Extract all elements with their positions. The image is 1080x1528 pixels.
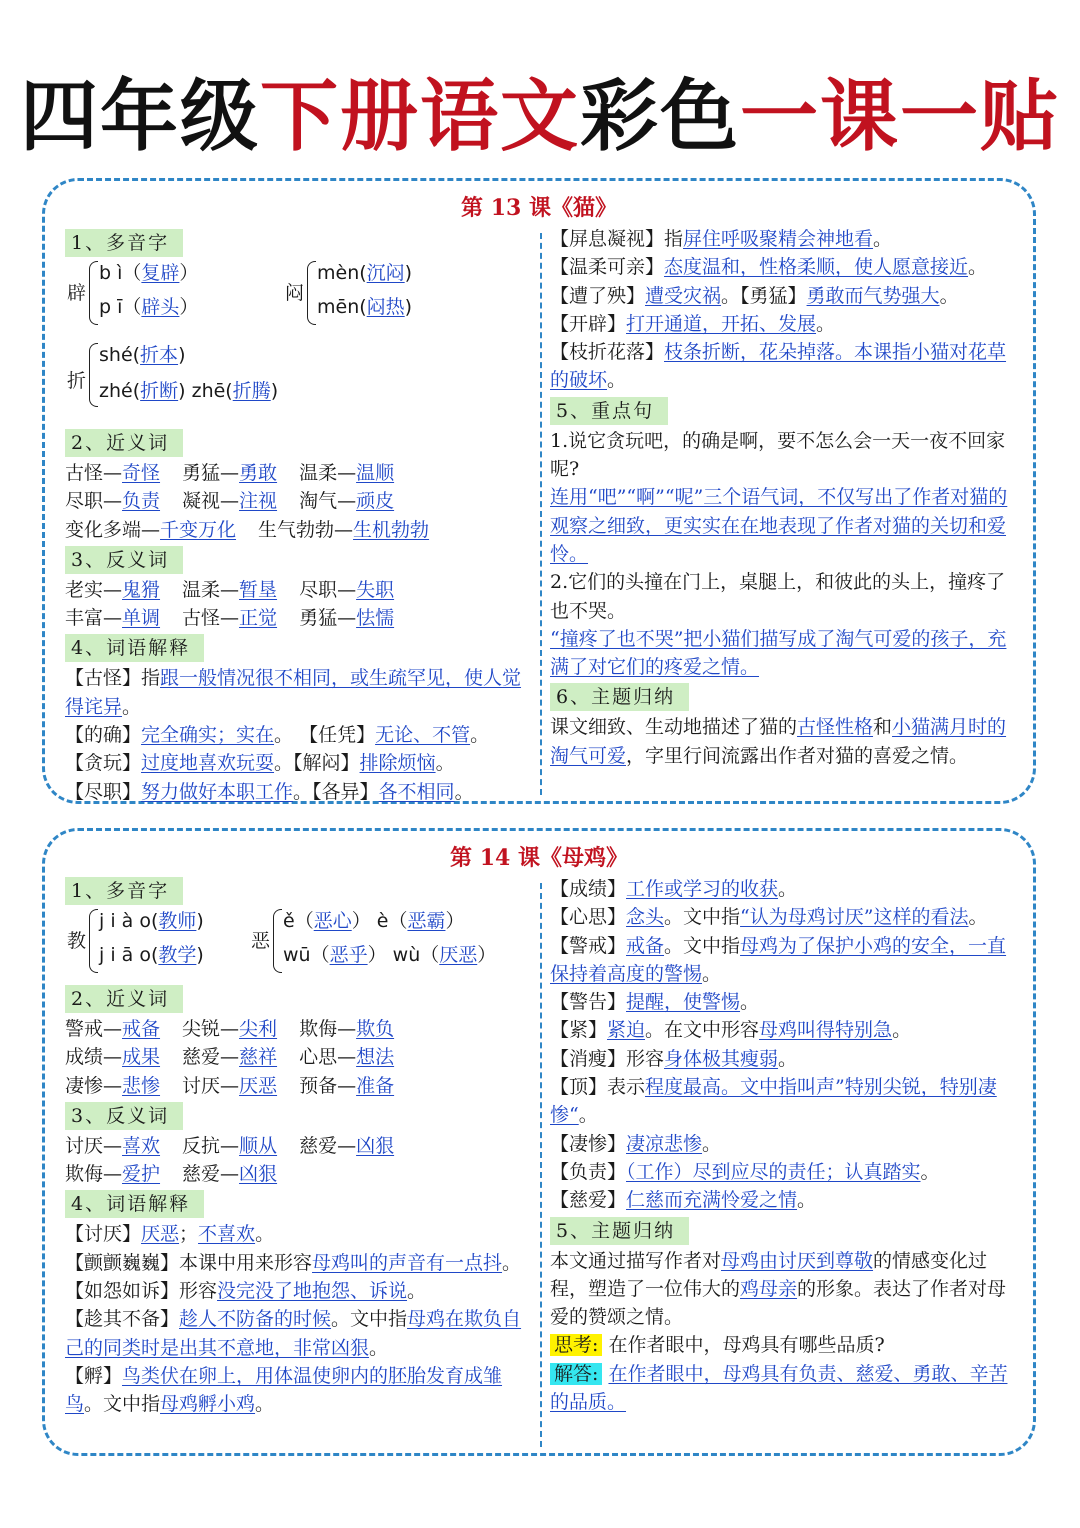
word-explanation: 【消瘦】形容身体极其瘦弱。 [550, 1047, 798, 1070]
brace [307, 261, 316, 325]
polyphone-group [65, 259, 535, 331]
synonym-row: 成绩—成果 慈爱—慈祥 心思—想法 [65, 1046, 395, 1069]
key-sentence-analysis: 连用“吧”“啊”“呢”三个语气词，不仅写出了作者对猫的观察之细致，更实实在在地表现了作者对猫的关切和爱怜。 [550, 486, 1008, 565]
theme-summary: 课文细致、生动地描述了猫的古怪性格和小猫满月时的淘气可爱，字里行间流露出作者对猫的喜爱之情。 [550, 716, 1007, 767]
reading-row: mēn(闷热) [317, 296, 413, 318]
antonym-row: 讨厌—喜欢 反抗—顺从 慈爱—凶狠 [65, 1134, 395, 1157]
reading-row: zhé(折断) zhē(折腾) [99, 380, 279, 402]
synonym-row: 古怪—奇怪 勇猛—勇敢 温柔—温顺 [65, 462, 395, 484]
word-explanation: 【成绩】工作或学习的收获。 [550, 878, 798, 900]
section-heading: 4、词语解释 [65, 1190, 204, 1218]
word-explanation: 【心思】念头。文中指“认为母鸡讨厌”这样的看法。 [550, 906, 988, 929]
synonym-row: 警戒—戒备 尖锐—尖利 欺侮—欺负 [65, 1018, 395, 1040]
synonym-row: 凄惨—悲惨 讨厌—厌恶 预备—准备 [65, 1074, 395, 1097]
lesson-13-right-column [550, 225, 1020, 770]
lesson-14-left-column [65, 875, 535, 1419]
word-explanation: 【讨厌】厌恶；不喜欢。 [65, 1223, 275, 1246]
polyphone-char: 闷 [285, 282, 305, 304]
brace [89, 343, 98, 407]
column-divider [540, 233, 542, 795]
word-explanation: 【紧】紧迫。在文中形容母鸡叫得特别急。 [550, 1019, 912, 1042]
section-heading: 4、词语解释 [65, 634, 204, 662]
section-heading: 3、反义词 [65, 546, 183, 574]
column-divider [540, 883, 542, 1447]
reading-row: wū（恶乎） wù（厌恶） [283, 944, 497, 966]
theme-summary: 本文通过描写作者对母鸡由讨厌到尊敬的情感变化过程，塑造了一位伟大的鸡母亲的形象。表达了作者对母爱的赞颂之情。 [550, 1249, 1007, 1329]
polyphone-char: 辟 [67, 282, 87, 304]
lesson-14-right-column [550, 875, 1020, 1416]
word-explanation: 【凄惨】凄凉悲惨。 [550, 1132, 722, 1155]
word-explanation: 【警戒】戒备。文中指母鸡为了保护小鸡的安全，一直保持着高度的警惕。 [550, 934, 1007, 985]
section-heading: 6、主题归纳 [550, 683, 689, 711]
synonym-row: 尽职—负责 凝视—注视 淘气—顽皮 [65, 490, 395, 513]
word-explanation: 【的确】完全确实；实在。 【任凭】无论、不管。 [65, 724, 490, 747]
section-heading: 1、多音字 [65, 877, 183, 905]
reading-row: j i à o(教师) [99, 910, 204, 932]
antonym-row: 欺侮—爱护 慈爱—凶狠 [65, 1163, 278, 1186]
word-explanation: 【屏息凝视】指屏住呼吸聚精会神地看。 [550, 228, 893, 250]
reading-row: mèn(沉闷) [317, 262, 413, 284]
title-part-4: 一课一贴 [740, 72, 1061, 162]
word-explanation: 【如怨如诉】形容没完没了地抱怨、诉说。 [65, 1280, 427, 1303]
word-explanation: 【负责】（工作）尽到应尽的责任；认真踏实。 [550, 1160, 940, 1183]
think-question: 思考: 在作者眼中，母鸡具有哪些品质? [550, 1331, 1020, 1359]
reading-row: b ì（复辟） [99, 262, 199, 284]
word-explanation: 【枝折花落】枝条折断，花朵掉落。本课指小猫对花草的破坏。 [550, 341, 1007, 392]
reading-row: ě（恶心） è（恶霸） [283, 910, 465, 932]
word-explanation: 【孵】鸟类伏在卵上，用体温使卵内的胚胎发育成雏鸟。文中指母鸡孵小鸡。 [65, 1364, 503, 1416]
antonym-row: 老实—鬼猾 温柔—暂垦 尽职—失职 [65, 578, 395, 601]
word-explanation: 【顶】表示程度最高。文中指叫声”特别尖锐，特别凄惨“。 [550, 1076, 997, 1127]
synonym-row: 变化多端—千变万化 生气勃勃—生机勃勃 [65, 518, 430, 541]
word-explanation: 【温柔可亲】态度温和，性格柔顺，使人愿意接近。 [550, 256, 988, 279]
key-sentence: 2.它们的头撞在门上，桌腿上，和彼此的头上，撞疼了也不哭。 [550, 571, 1006, 622]
brace [89, 909, 98, 973]
answer: 解答: 在作者眼中，母鸡具有负责、慈爱、勇敢、辛苦的品质。 [550, 1362, 1008, 1414]
word-explanation: 【开辟】打开通道，开拓、发展。 [550, 312, 836, 335]
lesson-13-left-column [65, 227, 535, 806]
brace [89, 261, 98, 325]
reading-row: shé(折本) [99, 344, 186, 366]
word-explanation: 【贪玩】过度地喜欢玩耍。【解闷】排除烦恼。 [65, 752, 455, 775]
word-explanation: 【趁其不备】趁人不防备的时候。文中指母鸡在欺负自己的同类时是出其不意地，非常凶狠。 [65, 1308, 522, 1359]
word-explanation: 【尽职】努力做好本职工作。【各异】各不相同。 [65, 780, 474, 803]
section-heading: 1、多音字 [65, 229, 183, 257]
brace [273, 909, 282, 973]
word-explanation: 【遭了殃】遭受灾祸。【勇猛】勇敢而气势强大。 [550, 284, 959, 307]
word-explanation: 【慈爱】仁慈而充满怜爱之情。 [550, 1189, 817, 1212]
section-heading: 3、反义词 [65, 1102, 183, 1130]
antonym-row: 丰富—单调 古怪—正觉 勇猛—怯懦 [65, 607, 395, 630]
section-heading: 2、近义词 [65, 985, 183, 1013]
section-heading: 5、主题归纳 [550, 1217, 689, 1245]
section-heading: 5、重点句 [550, 397, 668, 425]
polyphone-char: 折 [67, 370, 87, 392]
word-explanation: 【警告】提醒，使警惕。 [550, 991, 760, 1014]
key-sentence: 1.说它贪玩吧，的确是啊，要不怎么会一天一夜不回家呢? [550, 429, 1006, 481]
think-label: 思考: [550, 1334, 602, 1356]
polyphone-char: 恶 [251, 930, 271, 952]
key-sentence-analysis: “撞疼了也不哭”把小猫们描写成了淘气可爱的孩子，充满了对它们的疼爱之情。 [550, 627, 1007, 679]
section-heading: 2、近义词 [65, 429, 183, 457]
title-part-1: 四年级 [19, 72, 260, 162]
title-part-3: 彩色 [580, 72, 741, 162]
lesson-13-heading: 第 13 课《猫》 [461, 195, 617, 221]
word-explanation: 【颤颤巍巍】本课中用来形容母鸡叫的声音有一点抖。 [65, 1251, 522, 1274]
reading-row: p ī（辟头） [99, 296, 199, 318]
reading-row: j i ā o(教学) [99, 944, 204, 966]
lesson-13-card [42, 178, 1036, 804]
polyphone-group [65, 907, 535, 983]
title-part-2: 下册语文 [259, 72, 580, 162]
polyphone-char: 教 [67, 930, 87, 952]
lesson-14-card [42, 828, 1036, 1456]
polyphone-group [65, 341, 535, 427]
answer-label: 解答: [550, 1363, 602, 1385]
page-title [0, 72, 1080, 162]
word-explanation: 【古怪】指跟一般情况很不相同，或生疏罕见，使人觉得诧异。 [65, 667, 522, 718]
lesson-14-heading: 第 14 课《母鸡》 [450, 845, 628, 871]
